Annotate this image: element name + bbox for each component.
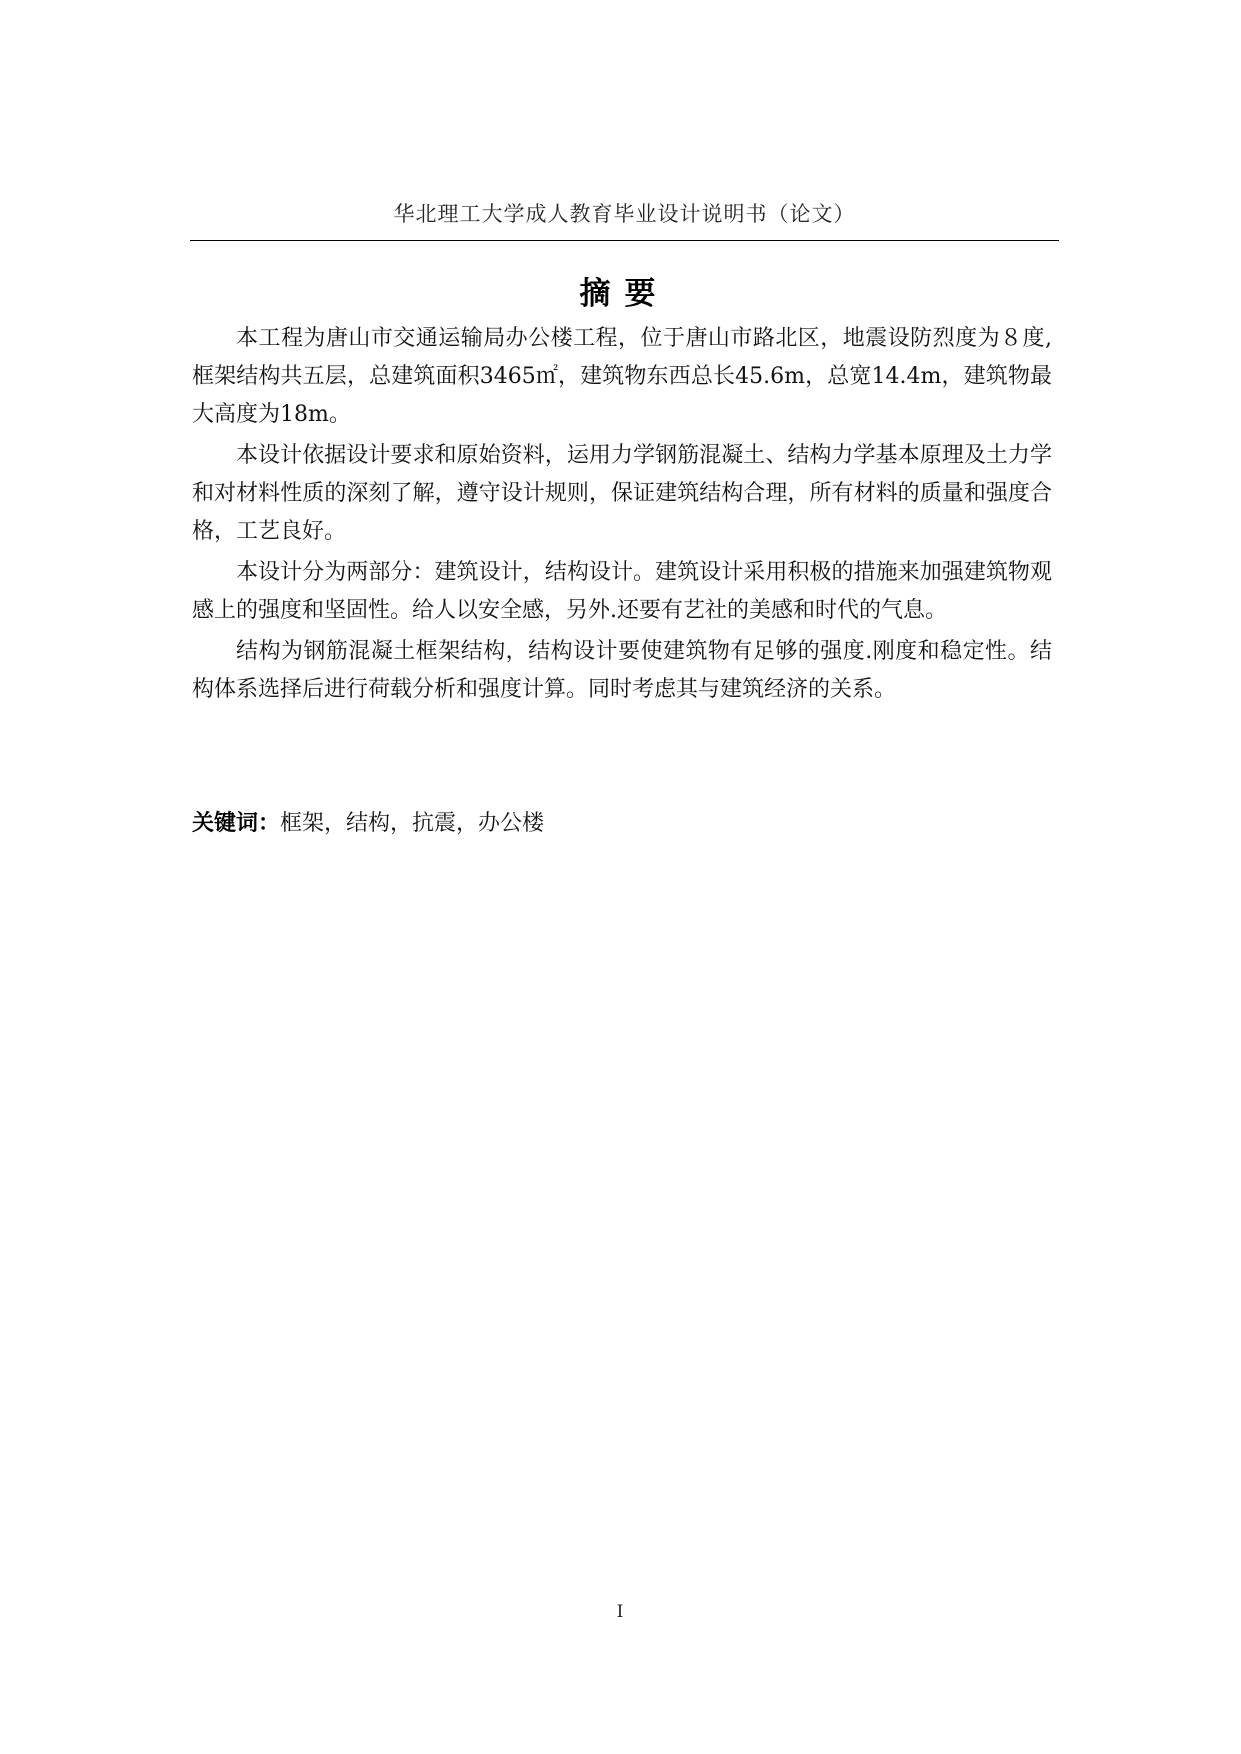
abstract-heading: 摘要 <box>579 276 670 312</box>
abstract-paragraph: 本工程为唐山市交通运输局办公楼工程，位于唐山市路北区，地震设防烈度为８度,框架结构共五层，总建筑面积3465㎡，建筑物东西总长45.6m，总宽14.4m，建筑物最大高度为18m。 <box>192 326 1052 427</box>
abstract-paragraph: 本设计依据设计要求和原始资料，运用力学钢筋混凝土、结构力学基本原理及土力学和对材料性质的深刻了解，遵守设计规则，保证建筑结构合理，所有材料的质量和强度合格，工艺良好。 <box>192 443 1052 544</box>
keywords-value: 框架，结构，抗震，办公楼 <box>280 811 545 836</box>
keywords-label: 关键词： <box>192 811 281 836</box>
page-number: I <box>616 1602 624 1622</box>
running-header-title: 华北理工大学成人教育毕业设计说明书（论文） <box>393 202 856 226</box>
abstract-paragraph: 本设计分为两部分：建筑设计，结构设计。建筑设计采用积极的措施来加强建筑物观感上的强度和坚固性。给人以安全感，另外.还要有艺社的美感和时代的气息。 <box>192 560 1052 623</box>
abstract-paragraph: 结构为钢筋混凝土框架结构，结构设计要使建筑物有足够的强度.刚度和稳定性。结构体系选择后进行荷载分析和强度计算。同时考虑其与建筑经济的关系。 <box>192 639 1052 702</box>
abstract-body <box>192 320 1052 712</box>
keywords-line <box>192 805 1052 843</box>
header-divider <box>190 240 1059 241</box>
